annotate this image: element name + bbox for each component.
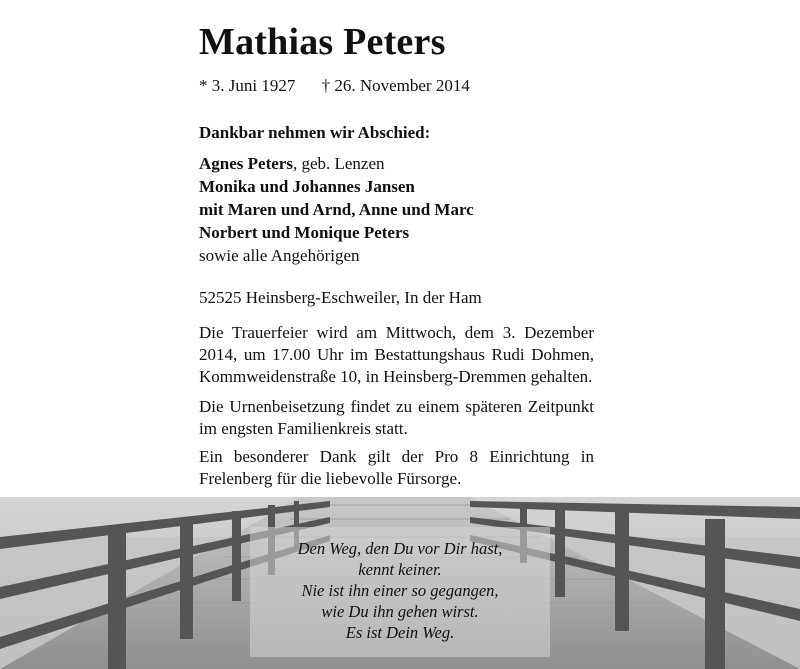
poem-line: wie Du ihn gehen wirst. bbox=[321, 602, 479, 621]
address: 52525 Heinsberg-Eschweiler, In der Ham bbox=[199, 288, 482, 307]
poem-line: Den Weg, den Du vor Dir hast, bbox=[297, 539, 503, 558]
mourners-list bbox=[199, 152, 474, 267]
mourner-line: Agnes Peters, geb. Lenzen bbox=[199, 154, 385, 173]
life-dates bbox=[199, 76, 470, 96]
mourner-line: mit Maren und Arnd, Anne und Marc bbox=[199, 200, 474, 219]
mourner-line: Norbert und Monique Peters bbox=[199, 223, 410, 242]
death-date: † 26. November 2014 bbox=[321, 76, 470, 95]
poem-line: Es ist Dein Weg. bbox=[345, 623, 455, 642]
poem-line: kennt keiner. bbox=[358, 560, 442, 579]
mourner-line: sowie alle Angehörigen bbox=[199, 246, 360, 265]
poem-line: Nie ist ihn einer so gegangen, bbox=[301, 581, 499, 600]
deceased-name: Mathias Peters bbox=[199, 21, 446, 63]
farewell-heading: Dankbar nehmen wir Abschied: bbox=[199, 123, 431, 142]
birth-date: * 3. Juni 1927 bbox=[199, 76, 296, 95]
funeral-info-paragraph: Die Trauerfeier wird am Mittwoch, dem 3. Dezember 2014, um 17.00 Uhr im Bestattungshaus Rudi Dohmen, Kommweidenstraße 10, in Heinsberg-Dremmen gehalten. bbox=[199, 323, 594, 386]
thanks-paragraph: Ein besonderer Dank gilt der Pro 8 Einrichtung in Frelenberg für die liebevolle Fürsorge. bbox=[199, 447, 594, 488]
mourner-line: Monika und Johannes Jansen bbox=[199, 177, 415, 196]
urn-burial-paragraph: Die Urnenbeisetzung findet zu einem späteren Zeitpunkt im engsten Familienkreis statt. bbox=[199, 397, 594, 438]
poem bbox=[0, 538, 800, 643]
